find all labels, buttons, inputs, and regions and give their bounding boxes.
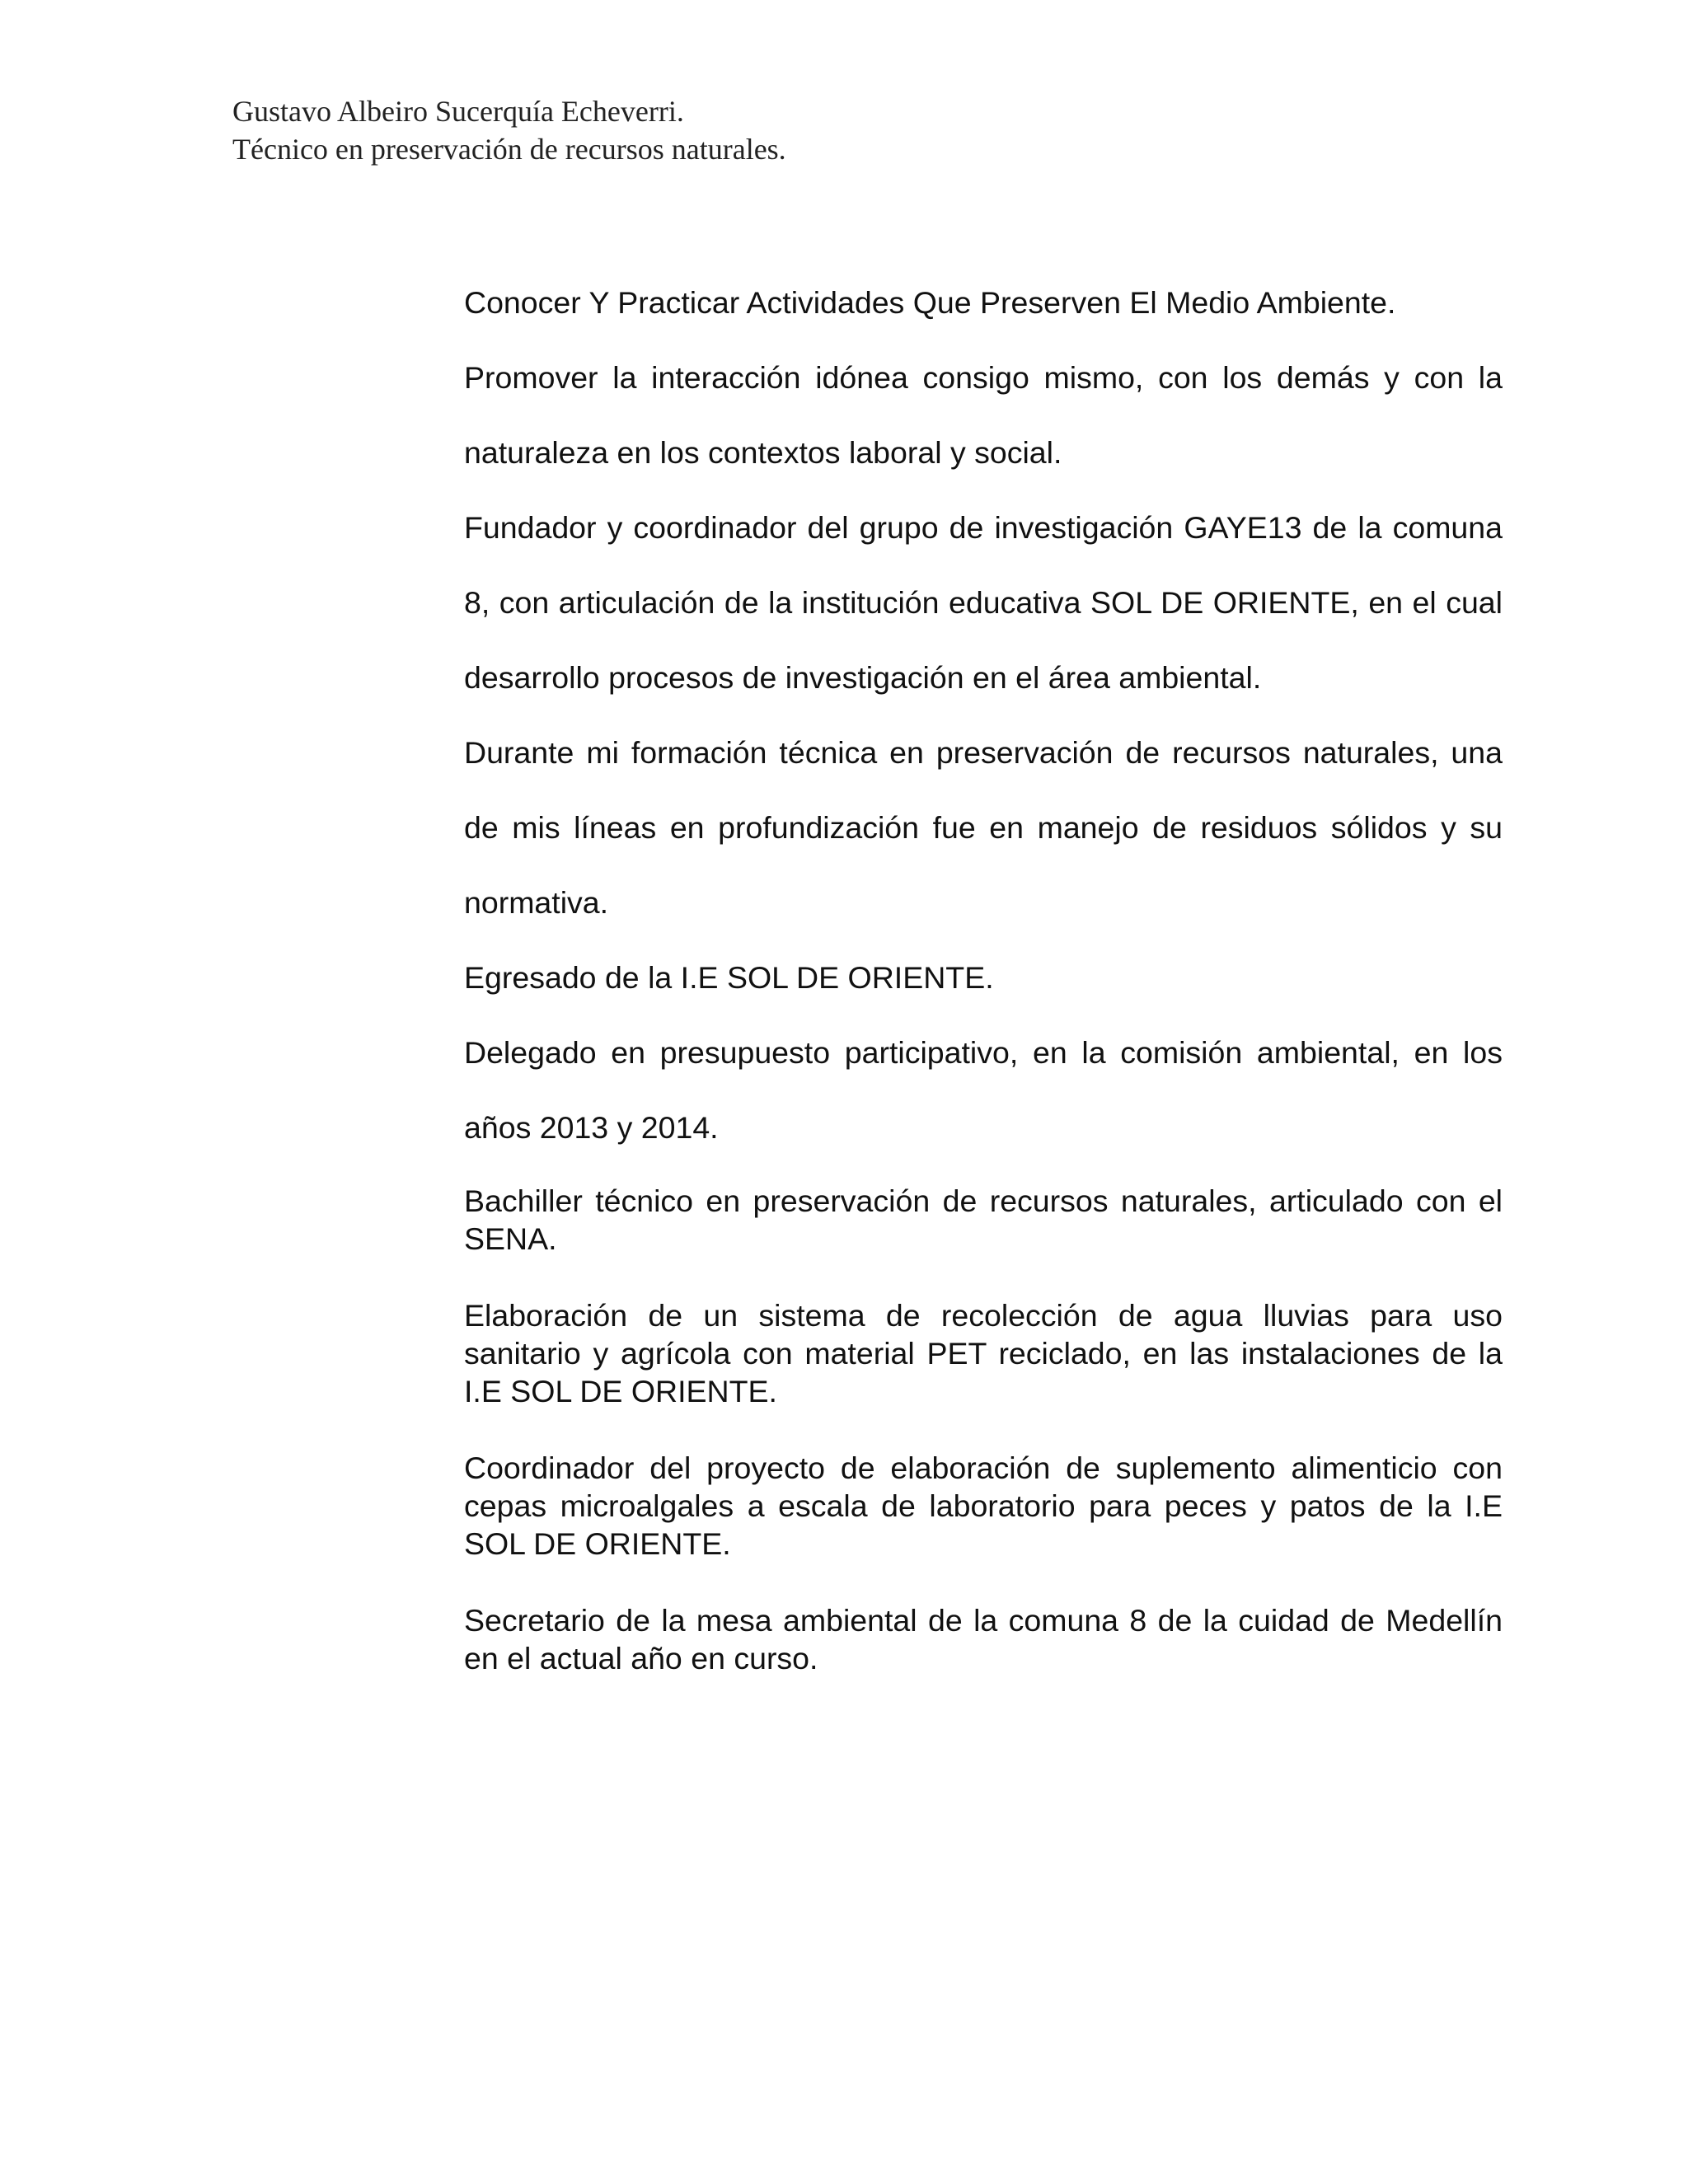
paragraph-interaction: Promover la interacción idónea consigo mismo, con los demás y con la naturaleza en los contextos laboral y social. (464, 360, 1503, 470)
paragraph-training: Durante mi formación técnica en preservación de recursos naturales, una de mis líneas en profundización fue en manejo de residuos sólidos y su normativa. (464, 735, 1503, 920)
paragraph-delegate: Delegado en presupuesto participativo, en la comisión ambiental, en los años 2013 y 2014. (464, 1035, 1503, 1145)
paragraph-bachelor: Bachiller técnico en preservación de recursos naturales, articulado con el SENA. (464, 1183, 1503, 1256)
paragraph-objective: Conocer Y Practicar Actividades Que Preserven El Medio Ambiente. (464, 285, 1396, 320)
paragraph-environmental-board: Secretario de la mesa ambiental de la comuna 8 de la cuidad de Medellín en el actual año en curso. (464, 1603, 1503, 1675)
paragraph-supplement-project: Coordinador del proyecto de elaboración de suplemento alimenticio con cepas microalgales a escala de laboratorio para peces y patos de la I.E SOL DE ORIENTE. (464, 1451, 1503, 1561)
author-title: Técnico en preservación de recursos naturales. (232, 133, 786, 166)
paragraph-graduate: Egresado de la I.E SOL DE ORIENTE. (464, 960, 994, 995)
document-body (464, 265, 1503, 1677)
author-name: Gustavo Albeiro Sucerquía Echeverri. (232, 95, 684, 128)
paragraph-research-group: Fundador y coordinador del grupo de investigación GAYE13 de la comuna 8, con articulación de la institución educativa SOL DE ORIENTE, en el cual desarrollo procesos de investigación en el área ambiental. (464, 510, 1503, 695)
paragraph-rainwater-system: Elaboración de un sistema de recolección de agua lluvias para uso sanitario y agrícola con material PET reciclado, en las instalaciones de la I.E SOL DE ORIENTE. (464, 1298, 1503, 1408)
document-header (232, 92, 786, 168)
